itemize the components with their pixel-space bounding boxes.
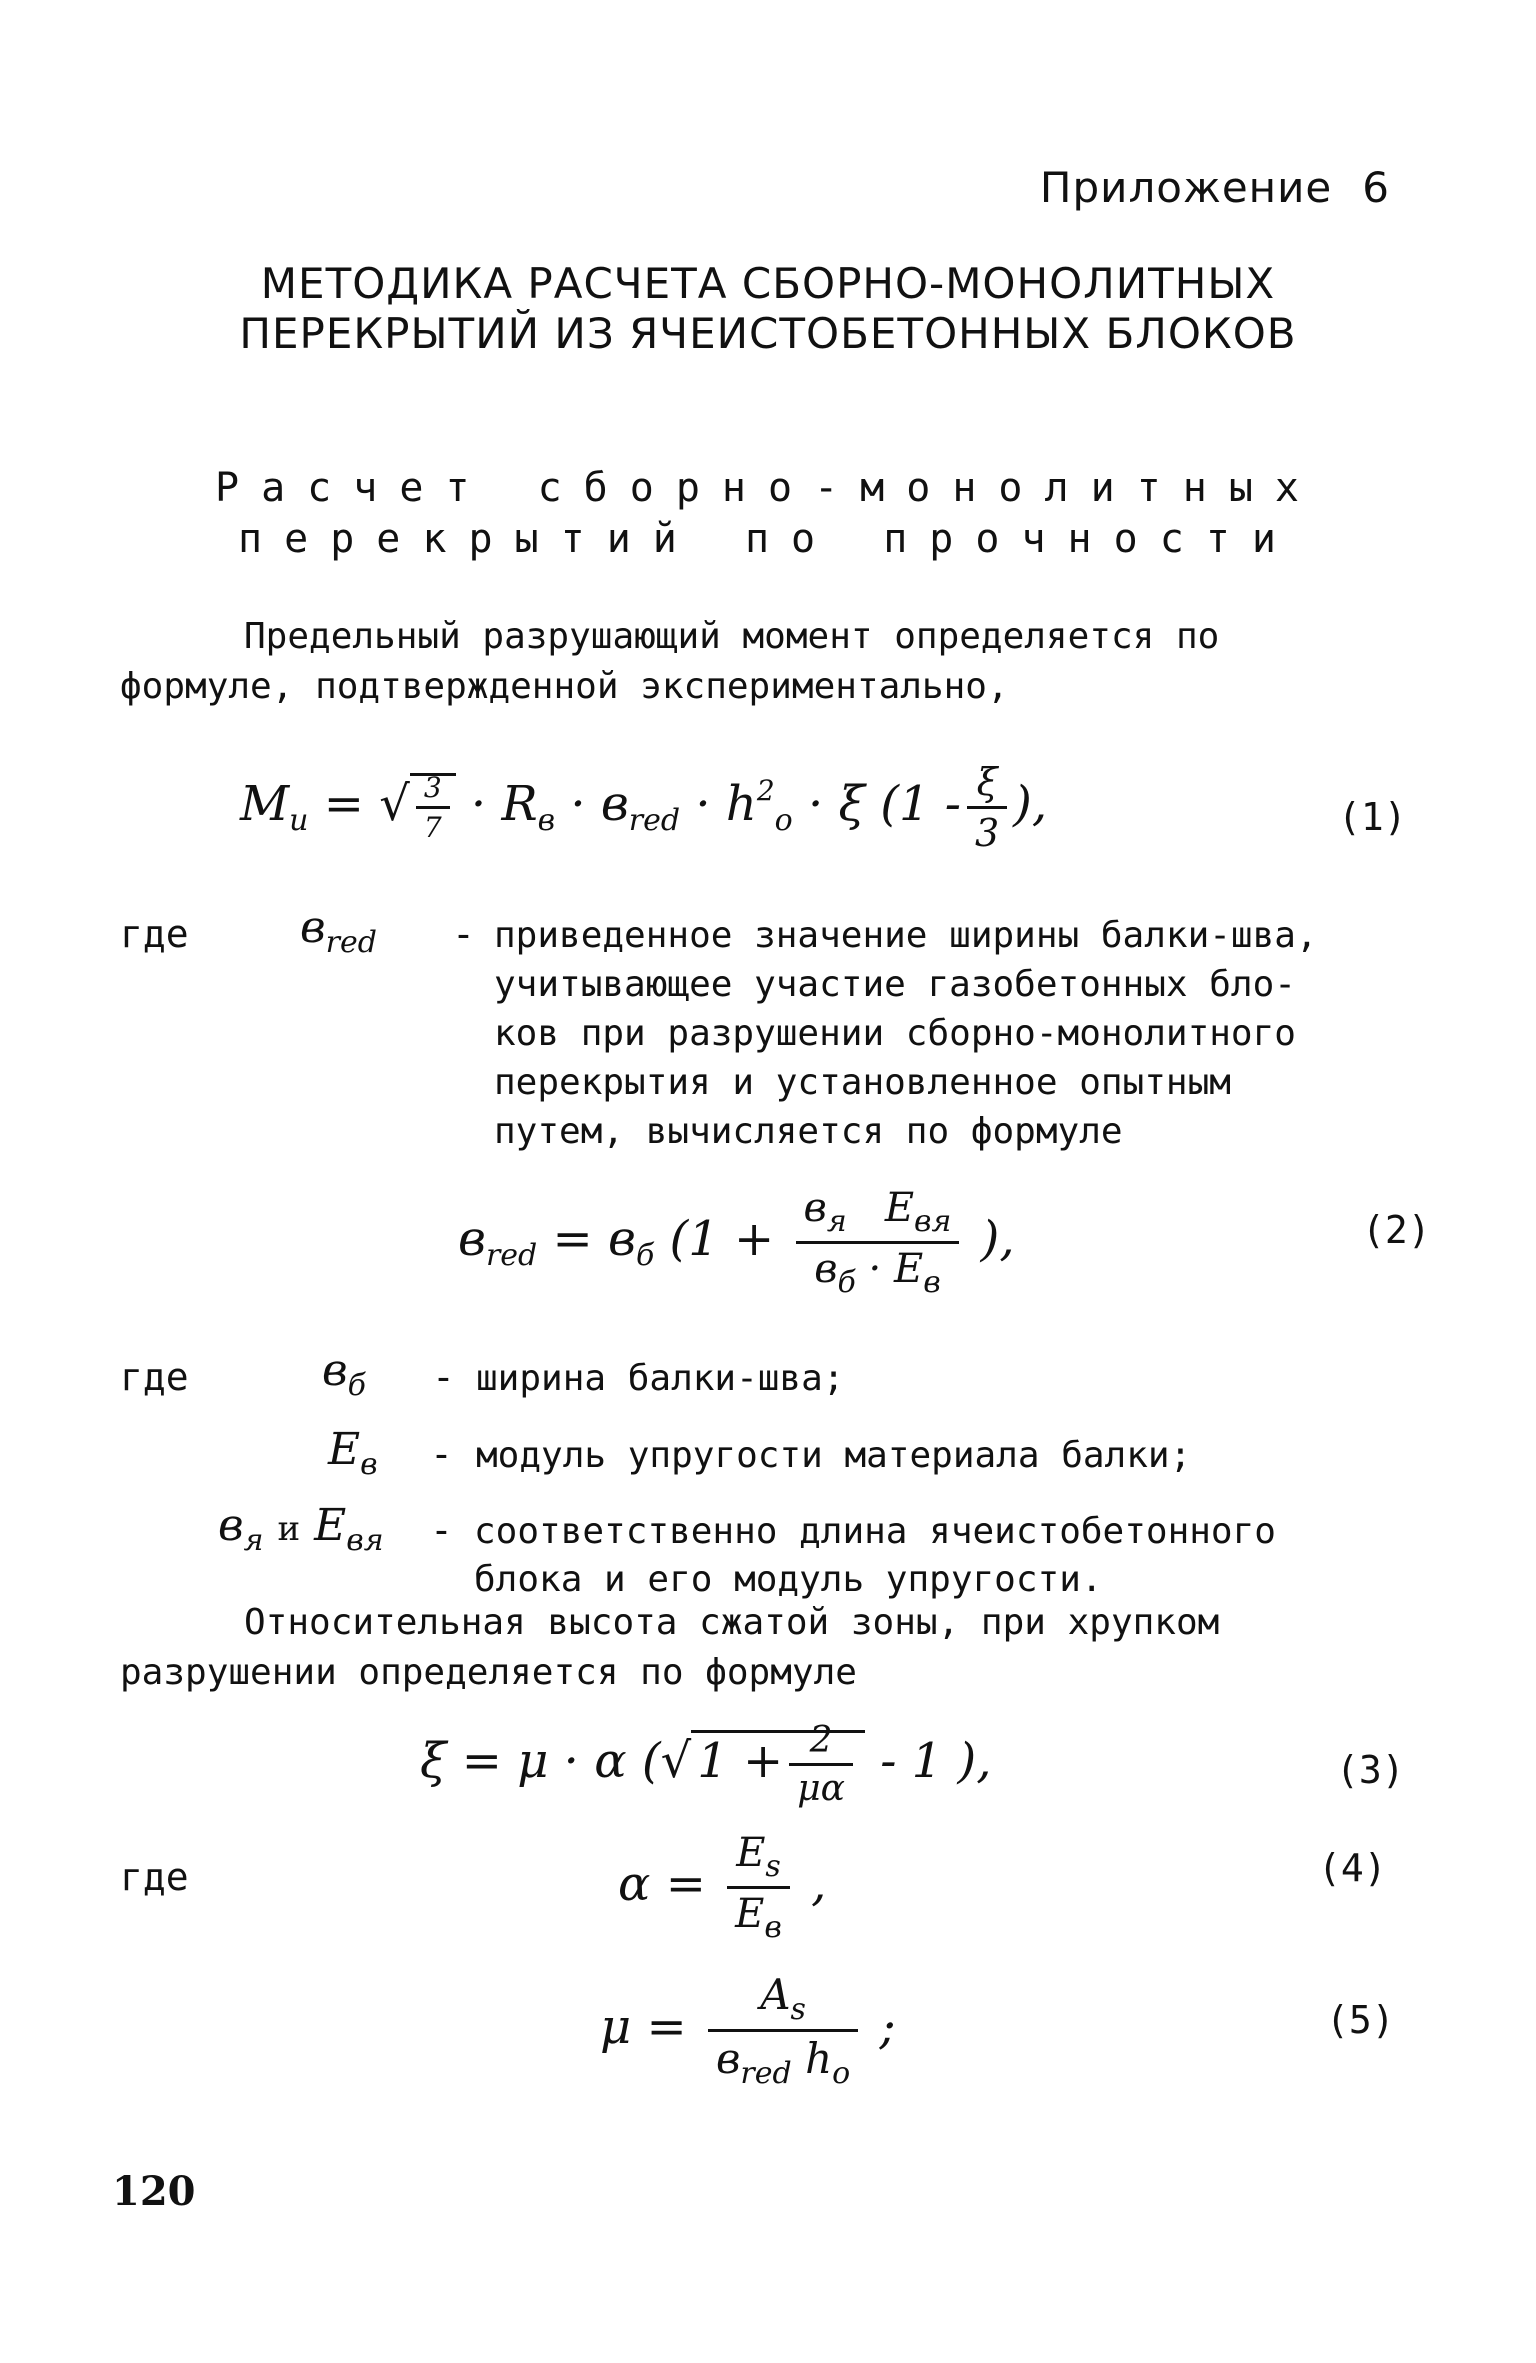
para2-line-2: разрушении определяется по формуле (120, 1652, 857, 1693)
eq5-num-subscript: s (790, 1992, 806, 2027)
def2-symbol-1-subscript: б (347, 1368, 366, 1403)
equation-5 (600, 1970, 896, 2091)
eq5-den-b-subscript: red (740, 2056, 792, 2091)
eq1-paren-close: ), (1013, 776, 1048, 832)
eq4-punct: , (811, 1856, 827, 1912)
eq1-sqrt-radicand (410, 771, 456, 844)
eq2-den-b-subscript: б (837, 1265, 856, 1300)
eq2-lhs-symbol: в (458, 1211, 486, 1267)
eq2-num-e-subscript: вя (914, 1204, 952, 1239)
def2-symbol-1-base: в (322, 1345, 348, 1396)
equation-4 (618, 1830, 826, 1945)
eq3-fraction-denominator: μα (797, 1768, 845, 1809)
eq5-den-h-subscript: o (832, 2056, 851, 2091)
eq2-den-b: в (814, 1246, 838, 1292)
eq2-lhs-subscript: red (485, 1238, 538, 1273)
eq1-xi-symbol: ξ (838, 776, 865, 832)
intro-line-2: формуле, подтвержденной экспериментально, (120, 666, 1009, 707)
eq2-den-e-subscript: в (923, 1265, 941, 1300)
eq3-open: ( (641, 1733, 661, 1789)
def2-conjunction: и (277, 1509, 301, 1549)
eq1-r-subscript: в (537, 803, 556, 838)
eq4-num-subscript: s (765, 1849, 781, 1884)
eq5-denominator (708, 2032, 858, 2091)
section-heading-line-2: перекрытий по прочности (238, 516, 1298, 562)
eq1-b-subscript: red (628, 803, 681, 838)
def2-dash-2: - (430, 1432, 453, 1476)
page-number: 120 (112, 2168, 196, 2215)
where-label-2: где (120, 1355, 189, 1399)
eq1-r-symbol: R (501, 776, 538, 832)
def2-symbol-2-subscript: в (360, 1447, 378, 1482)
eq3-one-plus: 1 + (697, 1733, 784, 1789)
appendix-number: 6 (1362, 163, 1390, 212)
eq5-den-h: h (805, 2034, 833, 2083)
eq2-den-e: E (893, 1246, 924, 1292)
intro-line-1: Предельный разрушающий момент определяется по (244, 616, 1220, 657)
eq5-numerator (708, 1970, 858, 2032)
def1-symbol (300, 902, 377, 960)
def2-text-3-line-2: блока и его модуль упругости. (474, 1559, 1103, 1600)
def1-dash: - (452, 912, 475, 956)
eq1-sqrt-numerator: 3 (416, 771, 450, 809)
eq1-sqrt-sign: √ (379, 776, 410, 832)
eq1-sqrt-denominator: 7 (423, 811, 442, 844)
eq2-equals: = (552, 1211, 593, 1267)
eq3-sqrt-radicand (691, 1720, 865, 1809)
eq4-alpha: α (618, 1856, 651, 1912)
equation-4-number: (4) (1318, 1846, 1387, 1890)
def1-line-2: учитывающее участие газобетонных бло- (494, 964, 1296, 1005)
eq2-b-subscript: б (635, 1238, 655, 1273)
section-heading-line-1: Расчет сборно-монолитных (215, 465, 1321, 511)
equation-3-number: (3) (1336, 1748, 1405, 1792)
eq2-open: (1 + (669, 1211, 775, 1267)
title-line-1: МЕТОДИКА РАСЧЕТА СБОРНО-МОНОЛИТНЫХ (260, 259, 1276, 308)
eq5-den-b: в (715, 2034, 741, 2083)
def2-symbol-3b: E (314, 1500, 347, 1551)
eq3-fraction-numerator: 2 (789, 1720, 853, 1766)
eq4-denominator (727, 1889, 790, 1945)
eq4-den-e: E (735, 1891, 765, 1937)
equation-5-number: (5) (1326, 1998, 1395, 2042)
eq1-b-symbol: в (600, 776, 629, 832)
eq2-denominator (796, 1244, 960, 1300)
eq5-punct: ; (879, 1999, 896, 2055)
def2-text-3-line-1: соответственно длина ячеистобетонного (474, 1511, 1276, 1552)
def2-text-2: модуль упругости материала балки; (476, 1435, 1192, 1476)
eq1-h-symbol: h (725, 776, 757, 832)
def2-symbol-2-base: E (328, 1424, 361, 1475)
eq4-equals: = (665, 1856, 706, 1912)
def1-line-5: путем, вычисляется по формуле (494, 1111, 1123, 1152)
equation-3 (420, 1720, 991, 1809)
def2-dash-1: - (432, 1355, 455, 1399)
def1-line-3: ков при разрушении сборно-монолитного (494, 1013, 1296, 1054)
eq1-equals: = (323, 776, 364, 832)
eq2-b-symbol: в (608, 1211, 636, 1267)
appendix-header (1040, 163, 1390, 212)
eq3-sqrt-sign: √ (660, 1733, 692, 1789)
eq1-fraction-numerator: ξ (967, 760, 1007, 809)
def2-symbol-3a-subscript: я (243, 1523, 264, 1558)
where-label-1: где (120, 912, 189, 956)
def2-symbol-1 (322, 1345, 366, 1403)
equation-2-number: (2) (1362, 1208, 1431, 1252)
para2-line-1: Относительная высота сжатой зоны, при хрупком (244, 1602, 1220, 1643)
eq5-equals: = (646, 1999, 687, 2055)
eq2-num-e: E (884, 1185, 915, 1231)
eq5-num-a: A (760, 1970, 791, 2019)
def2-dash-3: - (430, 1508, 453, 1552)
eq3-alpha: α (594, 1733, 627, 1789)
eq2-numerator (796, 1185, 960, 1244)
eq3-equals: = (461, 1733, 502, 1789)
eq1-h-superscript: 2 (756, 774, 775, 807)
equation-2 (458, 1185, 1015, 1300)
eq2-num-b-subscript: я (826, 1204, 847, 1239)
def2-symbol-3 (218, 1500, 384, 1558)
def1-line-4: перекрытия и установленное опытным (494, 1062, 1231, 1103)
def2-symbol-3b-subscript: вя (346, 1523, 384, 1558)
eq1-h-subscript: o (774, 803, 793, 838)
eq3-close: ), (957, 1733, 992, 1789)
eq2-close: ), (980, 1211, 1015, 1267)
appendix-label: Приложение (1039, 163, 1333, 212)
eq1-paren-open: (1 - (880, 776, 961, 832)
eq3-dot: · (563, 1733, 579, 1789)
eq4-num-e: E (736, 1830, 766, 1876)
equation-1-number: (1) (1338, 795, 1407, 839)
eq4-den-subscript: в (764, 1910, 782, 1945)
eq1-moment-symbol: M (240, 776, 290, 832)
title-line-2: ПЕРЕКРЫТИЙ ИЗ ЯЧЕИСТОБЕТОННЫХ БЛОКОВ (239, 309, 1297, 358)
def2-text-1: ширина балки-шва; (476, 1358, 845, 1399)
where-label-3: где (120, 1855, 189, 1899)
eq4-numerator (727, 1830, 790, 1889)
def2-symbol-2 (328, 1424, 378, 1482)
eq2-num-b: в (803, 1185, 827, 1231)
eq3-minus-one: - 1 (880, 1733, 943, 1789)
eq1-moment-subscript: u (289, 803, 309, 838)
eq2-den-dot: · (868, 1246, 882, 1292)
def2-symbol-3a: в (218, 1500, 244, 1551)
def1-symbol-base: в (300, 902, 326, 953)
eq1-fraction-denominator: 3 (974, 811, 1000, 855)
eq5-mu: μ (600, 1999, 632, 2055)
eq3-xi: ξ (420, 1733, 447, 1789)
def1-line-1: приведенное значение ширины балки-шва, (494, 915, 1318, 956)
eq3-mu: μ (517, 1733, 549, 1789)
def1-symbol-subscript: red (325, 925, 377, 960)
equation-1: $M_u$ = √ $\frac{3}{7}$ · $R_в \cdot в_{red} \cdot h^2_o \cdot \xi$ (1 - $\frac{\xi}{3}$ ), (240, 760, 1048, 855)
